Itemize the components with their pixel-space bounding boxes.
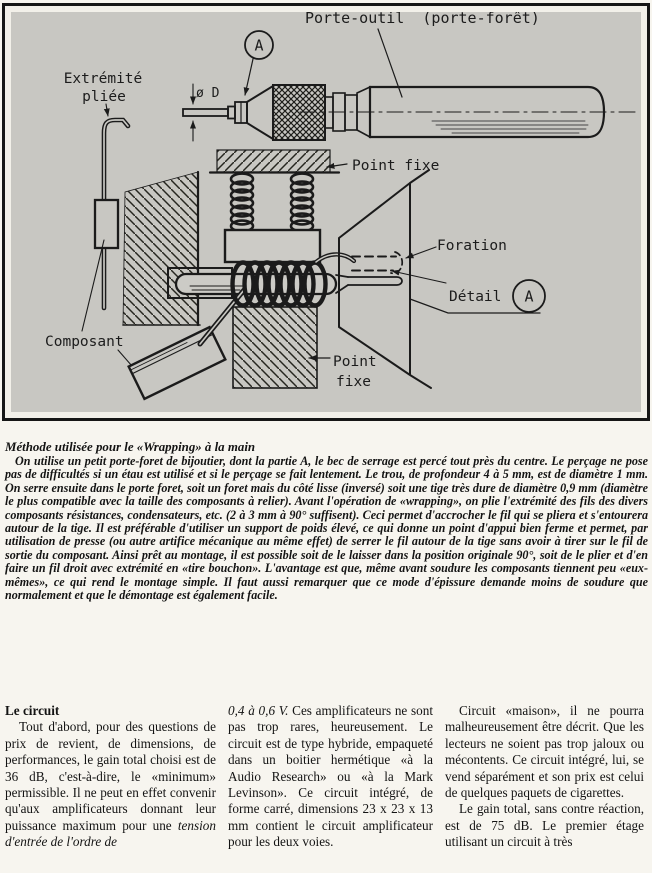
circuit-columns: [5, 703, 644, 851]
rod-end-taper: [336, 275, 348, 293]
detail-label: Détail: [449, 289, 502, 305]
fixed-point-bottom-block: [233, 307, 317, 388]
detail-a-letter: A: [524, 287, 534, 306]
method-heading: Méthode utilisée pour le «Wrapping» à la main: [5, 440, 256, 454]
extremite-arrow: [106, 104, 108, 116]
porte-outil-label: Porte-outil (porte-forêt): [305, 12, 540, 27]
chuck-cone: [247, 86, 273, 139]
drill-holder-figure: [183, 12, 638, 141]
diameter-label: ø D: [196, 86, 220, 101]
component-wire-top: [104, 120, 128, 200]
point-fixe-bottom-label-line1: Point: [333, 354, 377, 370]
foration-label: Foration: [437, 238, 507, 254]
wall-hatch: [123, 172, 198, 325]
circuit-column-2: [228, 703, 433, 851]
figure-photo: [11, 12, 641, 412]
wrapping-coil: [233, 263, 326, 306]
balloon-leader: [245, 59, 253, 95]
circuit-column-1: [5, 703, 216, 851]
circuit-col2-text: 0,4 à 0,6 V. Ces amplificateurs ne sont pas trop rares, heureusement. Le circuit est de type hybride, empaqueté dans un boitier hermétique «à la Audio Research» ou «à la Mark Levinson». Ce circuit intégré, de forme carré, dimensions 23 x 23 x 13 mm contient le circuit amplificateur pour les deux voies.: [228, 703, 433, 850]
method-body: On utilise un petit porte-foret de bijoutier, dont la partie A, le bec de serrage est percé tout près du centre. Le perçage ne pose pas de difficultés si un étau est utilisé et si le perçage se fait lentement. Le trou, de profondeur 4 à 5 mm, est de diamètre 1 mm. On serre ensuite dans le porte foret, soit un foret mais du côté lisse (inversé) soit une tige très dure de diamètre 0,9 mm (diamètre le plus compatible avec la taille des composants à relier). Avant l'opération de «wrapping», on plie l'extrémité des fils des divers composants résistances, condensateurs, etc. (2 à 3 mm à 90° suffisent). Ceci permet d'accrocher le fil qui se pliera et s'entourera autour de la tige. Il est préférable d'utiliser un support de poids élevé, ce qui donne un point d'appui bien ferme et permet, par utilisation de presse (ou autre artifice mécanique au même effet) de serrer le fil autour de la tige sans avoir à tirer sur le fil de sortie du composant. Ainsi prêt au montage, il est possible soit de le laisser dans la position originale 90°, soit de le plier et d'en faire un fil droit avec extrémité en «tire bouchon». L'avantage est que, même avant soudure les composants tiennent peu «eux-mêmes», ce qui rend le montage simple. Il faut aussi remarquer que ce mode d'épissure demande moins de soudure que normalement et que le démontage est également facile.: [5, 454, 648, 603]
method-section: [5, 440, 648, 602]
press-block: [225, 230, 320, 262]
tilted-component: [129, 327, 226, 399]
extremite-label-line1: Extrémité: [63, 71, 143, 87]
spring-left: [231, 174, 253, 232]
circuit-col3-para1: Circuit «maison», il ne pourra malheureusement être décrit. Que les lecteurs ne soient pas trop jaloux ou mécontents. Ce circuit intégré, lui, se vend séparément et son prix est celui de quelques paquets de cigarettes.: [445, 703, 644, 801]
point-fixe-bottom-label-line2: fixe: [336, 374, 371, 390]
circuit-col3-para2: Le gain total, sans contre réaction, est de 75 dB. Le premier étage utilisant un circuit à très: [445, 801, 644, 850]
spring-right: [291, 174, 313, 232]
component-body: [95, 200, 118, 248]
composant-label: Composant: [45, 334, 124, 350]
drilled-hole-dashed: [352, 257, 396, 271]
fixed-point-top-bar: [217, 150, 330, 172]
circuit-column-3: [445, 703, 644, 851]
extremite-label-line2: pliée: [82, 89, 126, 105]
detail-a-balloon-label: A: [254, 36, 264, 55]
wire-in-hole: [348, 277, 402, 285]
circuit-col1-text: Tout d'abord, pour des questions de prix de revient, de dimensions, de performances, le gain total choisi est de 36 dB, c'est-à-dire, le «minimum» permissible. Il ne peut en effet convenir qu'aux amplificateurs donnant leur puissance maximum pour une tension d'entrée de l'ordre de: [5, 719, 216, 850]
wrapping-diagram: [11, 12, 641, 412]
chuck-tip-step: [228, 107, 235, 119]
composant-leader-down: [118, 350, 132, 366]
body-shading: [432, 121, 588, 133]
chuck-knurl: [273, 85, 325, 140]
circuit-heading: Le circuit: [5, 703, 60, 718]
figure-frame: [2, 3, 650, 421]
composant-leader-up: [82, 240, 104, 331]
point-fixe-top-label: Point fixe: [352, 158, 440, 174]
drill-bit: [183, 109, 228, 116]
